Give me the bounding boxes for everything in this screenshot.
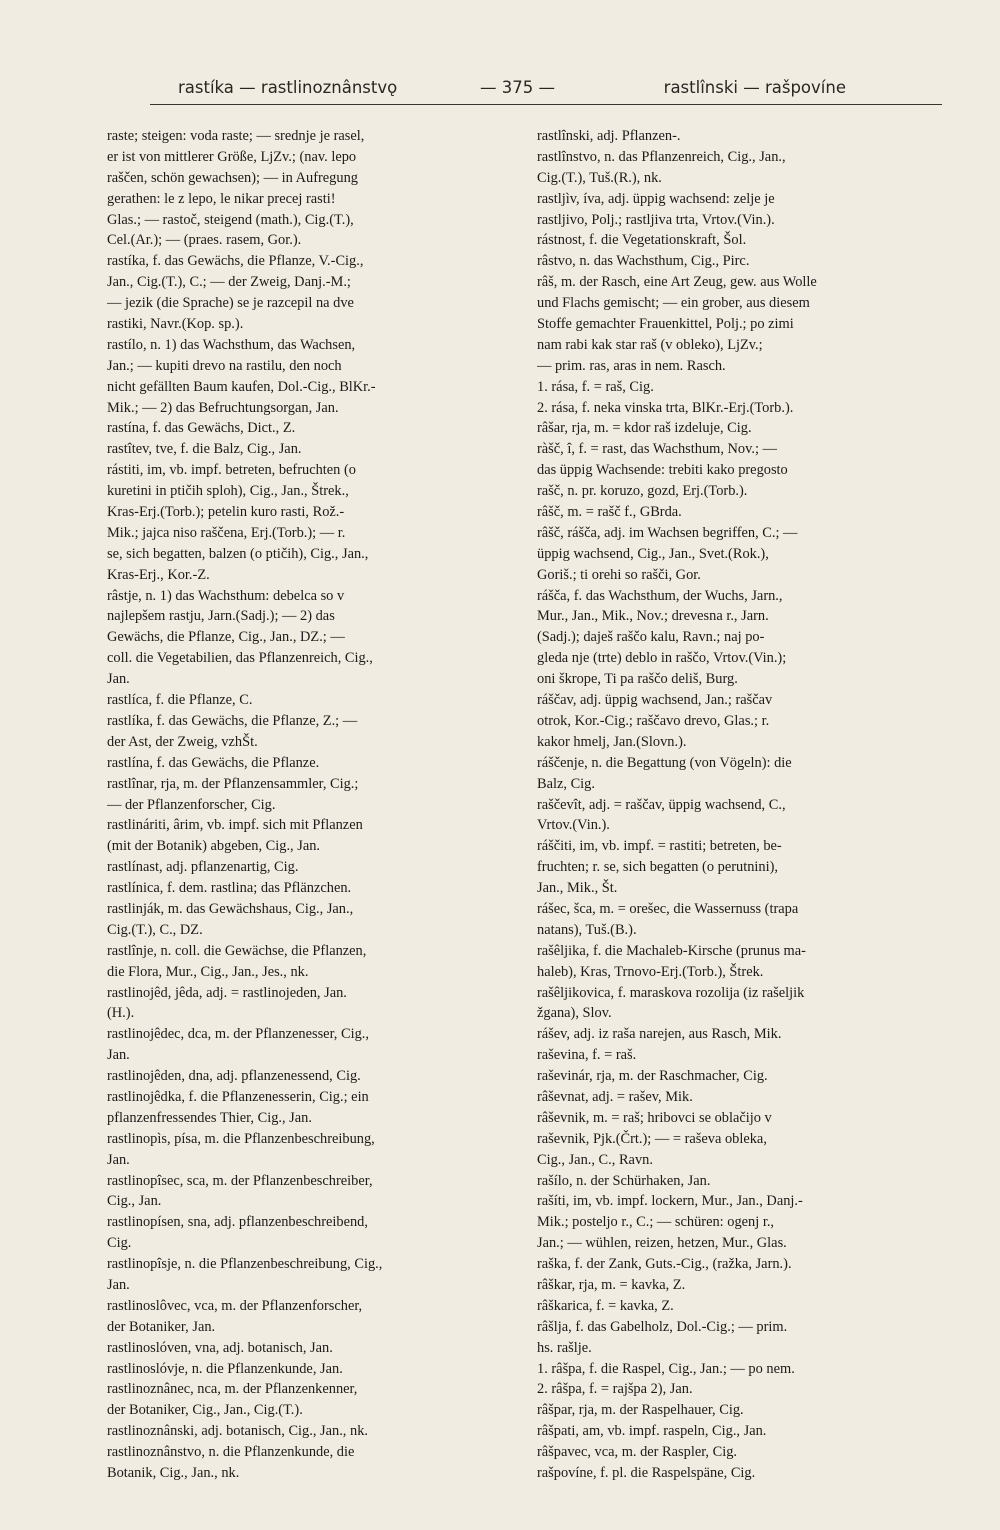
dictionary-line: pflanzenfressendes Thier, Cig., Jan. (107, 1109, 312, 1126)
dictionary-line: fruchten; r. se, sich begatten (o perutnini), (537, 859, 778, 876)
dictionary-line: coll. die Vegetabilien, das Pflanzenreich, Cig., (107, 650, 373, 667)
dictionary-line: (mit der Botanik) abgeben, Cig., Jan. (107, 838, 321, 855)
dictionary-line: râstje, n. 1) das Wachsthum: debelca so v (107, 587, 345, 604)
dictionary-line: Jan. (107, 671, 130, 688)
dictionary-line: — prim. ras, aras in nem. Rasch. (537, 357, 726, 374)
dictionary-line: Jan.; — kupiti drevo na rastilu, den noch (107, 357, 342, 374)
dictionary-line: Glas.; — rastoč, steigend (math.), Cig.(T.), (107, 211, 354, 228)
dictionary-line: rastlinopîsje, n. die Pflanzenbeschreibung, Cig., (107, 1256, 383, 1273)
dictionary-line: 2. râšpa, f. = rajšpa 2), Jan. (537, 1381, 693, 1398)
dictionary-line: Mik.; — 2) das Befruchtungsorgan, Jan. (107, 399, 339, 416)
dictionary-line: rášec, šca, m. = orešec, die Wassernuss (trapa (537, 900, 799, 917)
dictionary-line: Jan. (107, 1047, 130, 1064)
dictionary-line: ráščav, adj. üppig wachsend, Jan.; raščav (537, 692, 773, 709)
dictionary-line: rašílo, n. der Schürhaken, Jan. (537, 1172, 711, 1189)
dictionary-line: oni škrope, Ti pa raščo deliš, Burg. (537, 671, 738, 688)
running-header (178, 74, 846, 102)
dictionary-line: rastlinoslóven, vna, adj. botanisch, Jan. (107, 1339, 333, 1356)
dictionary-line: kakor hmelj, Jan.(Slovn.). (537, 733, 687, 750)
dictionary-line: rastlíka, f. das Gewächs, die Pflanze, Z.; — (107, 712, 358, 729)
dictionary-line: nam rabi kak star raš (v obleko), LjZv.; (537, 336, 763, 353)
dictionary-line: Cig.(T.), Tuš.(R.), nk. (537, 169, 662, 186)
dictionary-line: Mur., Jan., Mik., Nov.; drevesna r., Jarn. (537, 608, 769, 625)
dictionary-line: er ist von mittlerer Größe, LjZv.; (nav. lepo (107, 148, 357, 165)
dictionary-line: der Botaniker, Cig., Jan., Cig.(T.). (107, 1402, 303, 1419)
dictionary-line: hs. rašlje. (537, 1339, 592, 1356)
dictionary-line: râš, m. der Rasch, eine Art Zeug, gew. aus Wolle (537, 274, 817, 291)
dictionary-line: râšpavec, vca, m. der Raspler, Cig. (537, 1444, 738, 1461)
dictionary-line: Cel.(Ar.); — (praes. rasem, Gor.). (107, 232, 302, 249)
dictionary-line: Jan. (107, 1151, 130, 1168)
dictionary-line: rašêljika, f. die Machaleb-Kirsche (prunus ma- (537, 942, 806, 959)
dictionary-line: 2. rása, f. neka vinska trta, BlKr.-Erj.(Torb.). (537, 399, 794, 416)
dictionary-line: rástiti, im, vb. impf. betreten, befruchten (o (107, 462, 356, 479)
dictionary-line: rastlinojêdka, f. die Pflanzenesserin, Cig.; ein (107, 1088, 369, 1105)
dictionary-line: ráščiti, im, vb. impf. = rastiti; betreten, be- (537, 838, 782, 855)
dictionary-line: râšč, m. = rašč f., GBrda. (537, 504, 682, 521)
dictionary-line: žgana), Slov. (537, 1005, 612, 1022)
dictionary-line: rastlinoznânstvo, n. die Pflanzenkunde, die (107, 1444, 355, 1461)
dictionary-line: Vrtov.(Vin.). (537, 817, 610, 834)
dictionary-line: se, sich begatten, balzen (o ptičih), Cig., Jan., (107, 545, 369, 562)
dictionary-line: rastlínast, adj. pflanzenartig, Cig. (107, 859, 299, 876)
dictionary-line: Mik.; posteljo r., C.; — schüren: ogenj r., (537, 1214, 775, 1231)
dictionary-line: râšpati, am, vb. impf. raspeln, Cig., Jan. (537, 1423, 767, 1440)
dictionary-line: râškarica, f. = kavka, Z. (537, 1297, 674, 1314)
dictionary-line: 1. râšpa, f. die Raspel, Cig., Jan.; — po nem. (537, 1360, 795, 1377)
dictionary-line: rastlinoznânski, adj. botanisch, Cig., Jan., nk. (107, 1423, 368, 1440)
dictionary-line: üppig wachsend, Cig., Jan., Svet.(Rok.), (537, 545, 769, 562)
dictionary-line: rastlinopîsec, sca, m. der Pflanzenbeschreiber, (107, 1172, 373, 1189)
dictionary-line: Jan., Mik., Št. (537, 880, 618, 897)
dictionary-line: raška, f. der Zank, Guts.-Cig., (ražka, Jarn.). (537, 1256, 792, 1273)
dictionary-line: rastlînje, n. coll. die Gewächse, die Pflanzen, (107, 942, 367, 959)
dictionary-line: Stoffe gemachter Frauenkittel, Polj.; po zimi (537, 316, 794, 333)
dictionary-line: der Ast, der Zweig, vzhŠt. (107, 733, 258, 750)
dictionary-line: rastlinják, m. das Gewächshaus, Cig., Jan., (107, 900, 354, 917)
dictionary-line: Kras-Erj., Kor.-Z. (107, 566, 210, 583)
dictionary-line: raščen, schön gewachsen); — in Aufregung (107, 169, 358, 186)
header-left-guideword: rastíka — rastlinoznânstvǫ (178, 78, 398, 97)
dictionary-line: gerathen: le z lepo, le nikar precej rasti! (107, 190, 336, 207)
dictionary-line: râšč, rášča, adj. im Wachsen begriffen, C.; — (537, 524, 798, 541)
dictionary-line: rastlînar, rja, m. der Pflanzensammler, Cig.; (107, 775, 359, 792)
dictionary-line: die Flora, Mur., Cig., Jan., Jes., nk. (107, 963, 309, 980)
header-rule (150, 104, 942, 105)
dictionary-line: rastlínica, f. dem. rastlina; das Pflänzchen. (107, 880, 352, 897)
dictionary-line: râšar, rja, m. = kdor raš izdeluje, Cig. (537, 420, 752, 437)
dictionary-line: rastlinojêden, dna, adj. pflanzenessend, Cig. (107, 1068, 361, 1085)
dictionary-line: ráščа, f. das Wachsthum, der Wuchs, Jarn., (537, 587, 783, 604)
dictionary-line: rastlináriti, ârim, vb. impf. sich mit Pflanzen (107, 817, 363, 834)
dictionary-line: râškar, rja, m. = kavka, Z. (537, 1276, 686, 1293)
dictionary-line: (Sadj.); daješ raščo kalu, Ravn.; naj po- (537, 629, 765, 646)
dictionary-line: natans), Tuš.(B.). (537, 921, 637, 938)
dictionary-line: Gewächs, die Pflanze, Cig., Jan., DZ.; — (107, 629, 345, 646)
dictionary-line: und Flachs gemischt; — ein grober, aus diesem (537, 295, 810, 312)
dictionary-line: raščevît, adj. = raščav, üppig wachsend, C., (537, 796, 786, 813)
dictionary-line: rastljivo, Polj.; rastljiva trta, Vrtov.(Vin.). (537, 211, 775, 228)
dictionary-line: — der Pflanzenforscher, Cig. (107, 796, 276, 813)
dictionary-line: rašč, n. pr. koruzo, gozd, Erj.(Torb.). (537, 483, 748, 500)
dictionary-line: rastílo, n. 1) das Wachsthum, das Wachsen, (107, 336, 356, 353)
dictionary-line: rastlinoslóvje, n. die Pflanzenkunde, Jan. (107, 1360, 343, 1377)
dictionary-line: das üppig Wachsende: trebiti kako pregosto (537, 462, 788, 479)
dictionary-line: Cig., Jan., C., Ravn. (537, 1151, 653, 1168)
dictionary-line: — jezik (die Sprache) se je razcepil na dve (107, 295, 354, 312)
page-number: — 375 — (480, 78, 555, 97)
dictionary-line: rastlinopísen, sna, adj. pflanzenbeschreibend, (107, 1214, 368, 1231)
dictionary-line: râševnik, m. = raš; hribovci se oblačijo v (537, 1109, 772, 1126)
dictionary-line: rastlíca, f. die Pflanze, C. (107, 692, 253, 709)
dictionary-line: 1. rása, f. = raš, Cig. (537, 378, 654, 395)
dictionary-line: najlepšem rastju, Jarn.(Sadj.); — 2) das (107, 608, 335, 625)
dictionary-line: der Botaniker, Jan. (107, 1318, 216, 1335)
dictionary-line: rastiki, Navr.(Kop. sp.). (107, 316, 244, 333)
dictionary-line: ràšč, î, f. = rast, das Wachsthum, Nov.; — (537, 441, 777, 458)
dictionary-line: nicht gefällten Baum kaufen, Dol.-Cig., BlKr.- (107, 378, 376, 395)
dictionary-line: rastlînski, adj. Pflanzen-. (537, 128, 681, 144)
dictionary-line: Jan.; — wühlen, reizen, hetzen, Mur., Glas. (537, 1235, 787, 1252)
dictionary-line: Cig.(T.), C., DZ. (107, 921, 203, 938)
dictionary-line: gleda nje (trte) deblo in raščo, Vrtov.(Vin.); (537, 650, 787, 667)
dictionary-line: rastlinoznânec, nca, m. der Pflanzenkenner, (107, 1381, 358, 1398)
dictionary-line: otrok, Kor.-Cig.; raščavo drevo, Glas.; r. (537, 712, 770, 729)
dictionary-line: Kras-Erj.(Torb.); petelin kuro rasti, Rož.- (107, 504, 345, 521)
dictionary-line: râševnat, adj. = rašev, Mik. (537, 1088, 693, 1105)
dictionary-line: rašíti, im, vb. impf. lockern, Mur., Jan., Danj.- (537, 1193, 803, 1210)
dictionary-line: raste; steigen: voda raste; — srednje je rasel, (107, 128, 365, 144)
dictionary-line: rašpovíne, f. pl. die Raspelspäne, Cig. (537, 1465, 756, 1481)
dictionary-line: raševinár, rja, m. der Raschmacher, Cig. (537, 1068, 768, 1085)
dictionary-line: rastlinopìs, písa, m. die Pflanzenbeschreibung, (107, 1130, 375, 1147)
dictionary-line: Mik.; jajca niso raščena, Erj.(Torb.); — r. (107, 524, 346, 541)
dictionary-line: Botanik, Cig., Jan., nk. (107, 1465, 240, 1481)
dictionary-line: rastljìv, íva, adj. üppig wachsend: zelje je (537, 190, 775, 207)
dictionary-line: Balz, Cig. (537, 775, 595, 792)
dictionary-line: rastlinojêdec, dca, m. der Pflanzenesser, Cig., (107, 1026, 369, 1043)
dictionary-line: rástnost, f. die Vegetationskraft, Šol. (537, 232, 747, 249)
dictionary-line: rastíka, f. das Gewächs, die Pflanze, V.-Cig., (107, 253, 364, 270)
dictionary-line: rastlína, f. das Gewächs, die Pflanze. (107, 754, 320, 771)
dictionary-line: râstvo, n. das Wachsthum, Cig., Pirc. (537, 253, 750, 270)
dictionary-line: raševina, f. = raš. (537, 1047, 637, 1064)
dictionary-line: ráščenje, n. die Begattung (von Vögeln): die (537, 754, 792, 771)
dictionary-line: rastlinojêd, jêda, adj. = rastlinojeden, Jan. (107, 984, 347, 1001)
right-column (537, 126, 933, 1484)
dictionary-line: râšpar, rja, m. der Raspelhauer, Cig. (537, 1402, 744, 1419)
dictionary-line: rašêljikovica, f. maraskova rozolija (iz rašeljik (537, 984, 805, 1001)
left-column (107, 126, 507, 1484)
dictionary-line: rastlinoslôvec, vca, m. der Pflanzenforscher, (107, 1297, 363, 1314)
dictionary-line: rastlînstvo, n. das Pflanzenreich, Cig., Jan., (537, 148, 786, 165)
dictionary-line: haleb), Kras, Trnovo-Erj.(Torb.), Štrek. (537, 963, 764, 980)
dictionary-line: râšlja, f. das Gabelholz, Dol.-Cig.; — prim. (537, 1318, 788, 1335)
header-right-guideword: rastlînski — rašpovíne (663, 78, 846, 97)
dictionary-line: (H.). (107, 1005, 135, 1022)
dictionary-line: Goriš.; ti orehi so rašči, Gor. (537, 566, 701, 583)
dictionary-line: rášev, adj. iz raša narejen, aus Rasch, Mik. (537, 1026, 782, 1043)
dictionary-line: Jan. (107, 1276, 130, 1293)
dictionary-line: Cig. (107, 1235, 132, 1252)
dictionary-line: rastîtev, tve, f. die Balz, Cig., Jan. (107, 441, 302, 458)
dictionary-line: Cig., Jan. (107, 1193, 162, 1210)
dictionary-line: kuretini in ptičih sploh), Cig., Jan., Štrek., (107, 483, 349, 500)
dictionary-line: rastína, f. das Gewächs, Dict., Z. (107, 420, 296, 437)
dictionary-line: raševnik, Pjk.(Črt.); — = raševa obleka, (537, 1130, 767, 1147)
dictionary-line: Jan., Cig.(T.), C.; — der Zweig, Danj.-M.; (107, 274, 351, 291)
